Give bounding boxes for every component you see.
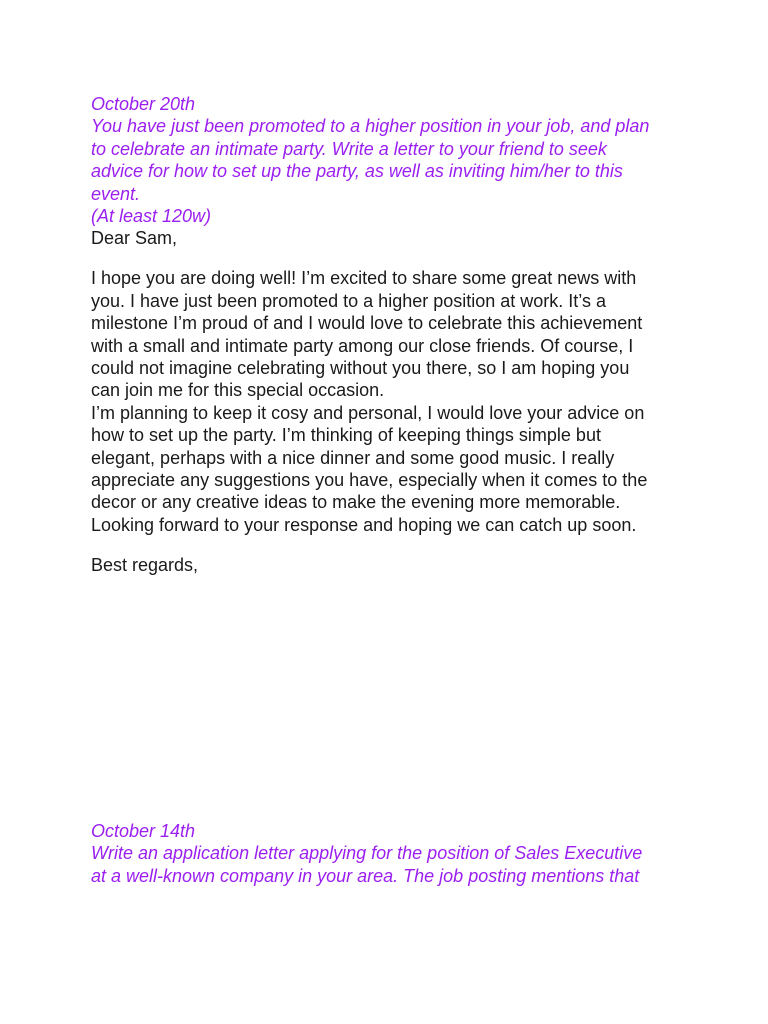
entry2-date: October 14th (91, 821, 196, 841)
paragraph-gap (91, 536, 691, 554)
paragraph-line: I’m planning to keep it cosy and personal, I would love your advice on (91, 402, 645, 423)
entry2-prompt (91, 820, 691, 887)
entry1-letter (91, 227, 691, 577)
paragraph-line: could not imagine celebrating without you there, so I am hoping you (91, 358, 630, 379)
letter-salutation: Dear Sam, (91, 228, 178, 248)
entry2-prompt-line: Write an application letter applying for the position of Sales Executive (91, 843, 643, 864)
entry1-prompt-line: advice for how to set up the party, as well as inviting him/her to this (91, 161, 623, 182)
paragraph-gap (91, 249, 691, 267)
paragraph-line: you. I have just been promoted to a higher position at work. It’s a (91, 290, 606, 311)
entry1-prompt (91, 93, 691, 227)
paragraph-line: with a small and intimate party among our close friends. Of course, I (91, 335, 634, 356)
letter-paragraph-1 (91, 267, 691, 401)
paragraph-line: I hope you are doing well! I’m excited to share some great news with (91, 268, 637, 289)
paragraph-line: milestone I’m proud of and I would love to celebrate this achievement (91, 313, 643, 334)
paragraph-line: decor or any creative ideas to make the evening more memorable. (91, 492, 621, 513)
paragraph-line: can join me for this special occasion. (91, 380, 385, 401)
entry1-word-requirement: (At least 120w) (91, 206, 212, 227)
entry1-date: October 20th (91, 94, 196, 114)
letter-paragraph-2 (91, 402, 691, 536)
letter-closing: Best regards, (91, 555, 199, 576)
entry1-prompt-line: event. (91, 183, 141, 204)
entry1-prompt-line: to celebrate an intimate party. Write a letter to your friend to seek (91, 138, 607, 159)
paragraph-line: Looking forward to your response and hoping we can catch up soon. (91, 514, 637, 535)
paragraph-line: elegant, perhaps with a nice dinner and some good music. I really (91, 447, 615, 468)
paragraph-line: how to set up the party. I’m thinking of keeping things simple but (91, 425, 601, 446)
entry2-prompt-line: at a well-known company in your area. The job posting mentions that (91, 865, 640, 886)
paragraph-line: appreciate any suggestions you have, especially when it comes to the (91, 470, 648, 491)
entry1-prompt-line: You have just been promoted to a higher position in your job, and plan (91, 116, 650, 137)
